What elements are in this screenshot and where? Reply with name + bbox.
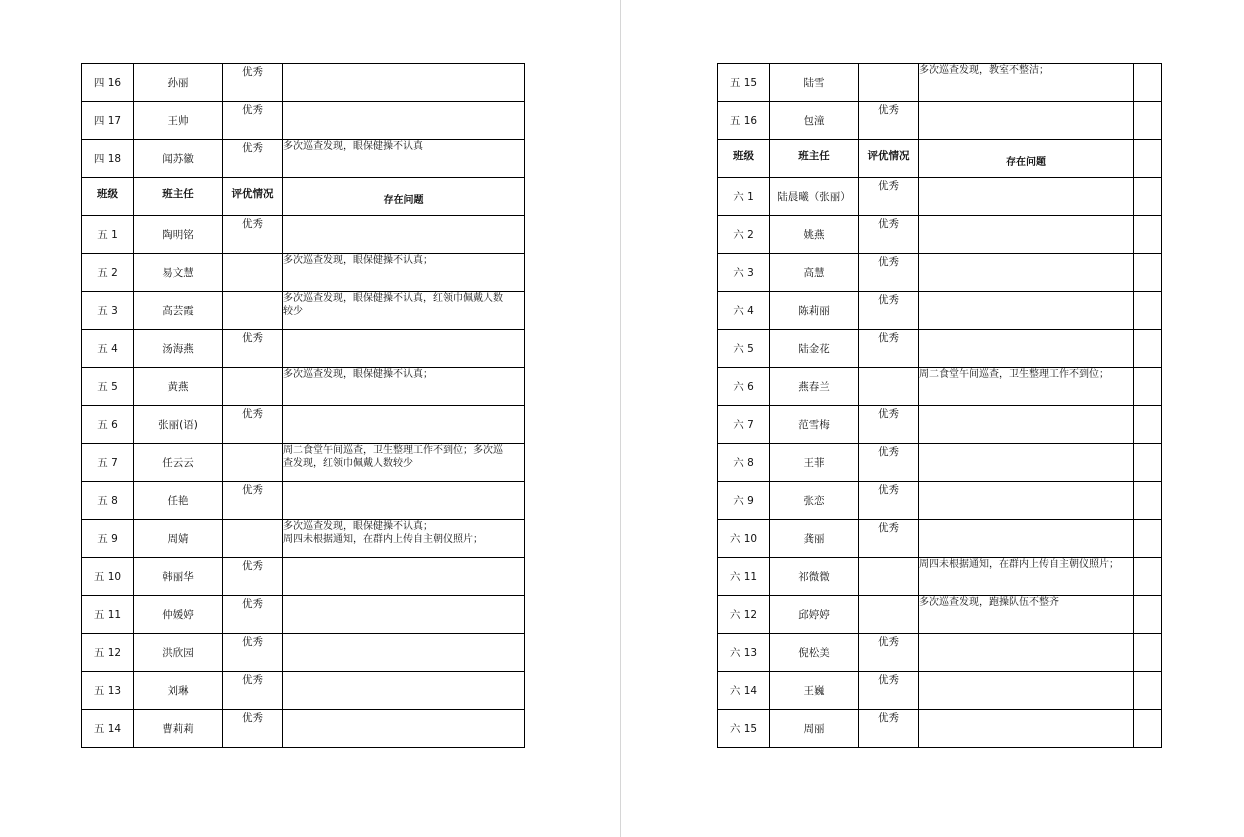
class-cell: 六 5 [718, 330, 770, 368]
table-row [718, 596, 1162, 634]
class-cell: 六 7 [718, 406, 770, 444]
teacher-cell: 王帅 [134, 102, 223, 140]
table-row [718, 254, 1162, 292]
issue-cell: 多次巡查发现，眼保健操不认真，红领巾佩戴人数 较少 [283, 292, 525, 330]
teacher-cell: 祁微微 [770, 558, 859, 596]
table-row [82, 710, 525, 748]
table-header-row [718, 140, 1162, 178]
table-row [82, 520, 525, 558]
table-row [718, 558, 1162, 596]
teacher-cell: 燕春兰 [770, 368, 859, 406]
evaluation-cell [223, 520, 283, 558]
table-pad-cell [1134, 292, 1162, 330]
evaluation-cell: 优秀 [223, 330, 283, 368]
evaluation-cell: 优秀 [859, 634, 919, 672]
teacher-cell: 周婧 [134, 520, 223, 558]
evaluation-cell: 优秀 [223, 558, 283, 596]
teacher-cell: 刘琳 [134, 672, 223, 710]
table-row [718, 330, 1162, 368]
table-row [82, 102, 525, 140]
class-cell: 五 4 [82, 330, 134, 368]
table-row [82, 330, 525, 368]
table-row [82, 444, 525, 482]
issue-cell [283, 406, 525, 444]
evaluation-cell [223, 368, 283, 406]
table-row [718, 216, 1162, 254]
evaluation-cell [859, 368, 919, 406]
teacher-cell: 龚丽 [770, 520, 859, 558]
teacher-cell: 仲媛婷 [134, 596, 223, 634]
header-issues: 存在问题 [283, 178, 525, 216]
table-row [82, 406, 525, 444]
issue-cell [919, 216, 1134, 254]
table-row [82, 596, 525, 634]
table-row [718, 634, 1162, 672]
issue-cell [919, 672, 1134, 710]
teacher-cell: 孙丽 [134, 64, 223, 102]
table-row [82, 672, 525, 710]
table-row [718, 672, 1162, 710]
table-row [718, 444, 1162, 482]
teacher-cell: 韩丽华 [134, 558, 223, 596]
issue-cell [919, 292, 1134, 330]
header-class: 班级 [718, 140, 770, 178]
table-pad-cell [1134, 254, 1162, 292]
issue-cell [283, 482, 525, 520]
header-issues: 存在问题 [919, 140, 1134, 178]
evaluation-cell [223, 254, 283, 292]
table-row [718, 292, 1162, 330]
table-pad-cell [1134, 102, 1162, 140]
teacher-cell: 高芸霞 [134, 292, 223, 330]
class-cell: 六 9 [718, 482, 770, 520]
table-pad-cell [1134, 444, 1162, 482]
evaluation-cell: 优秀 [223, 140, 283, 178]
teacher-cell: 王菲 [770, 444, 859, 482]
class-cell: 四 16 [82, 64, 134, 102]
teacher-cell: 高慧 [770, 254, 859, 292]
evaluation-cell [859, 64, 919, 102]
table-row [718, 710, 1162, 748]
header-class: 班级 [82, 178, 134, 216]
issue-cell [283, 64, 525, 102]
table-row [82, 634, 525, 672]
issue-cell [919, 178, 1134, 216]
table-row [82, 64, 525, 102]
table-pad-cell [1134, 64, 1162, 102]
class-cell: 六 10 [718, 520, 770, 558]
class-cell: 四 18 [82, 140, 134, 178]
issue-cell: 多次巡查发现，眼保健操不认真； [283, 368, 525, 406]
class-cell: 六 11 [718, 558, 770, 596]
teacher-cell: 闻苏徽 [134, 140, 223, 178]
document-page-right [621, 0, 1244, 837]
class-cell: 五 11 [82, 596, 134, 634]
table-pad-cell [1134, 140, 1162, 178]
teacher-cell: 陆金花 [770, 330, 859, 368]
evaluation-cell [859, 596, 919, 634]
issue-cell [283, 558, 525, 596]
teacher-cell: 陆雪 [770, 64, 859, 102]
header-evaluation: 评优情况 [223, 178, 283, 216]
class-cell: 六 6 [718, 368, 770, 406]
teacher-cell: 黄燕 [134, 368, 223, 406]
issue-cell [919, 102, 1134, 140]
issue-cell [919, 520, 1134, 558]
evaluation-cell: 优秀 [859, 178, 919, 216]
evaluation-cell: 优秀 [223, 596, 283, 634]
evaluation-cell [859, 558, 919, 596]
class-cell: 六 3 [718, 254, 770, 292]
header-teacher: 班主任 [134, 178, 223, 216]
issue-cell [919, 634, 1134, 672]
table-row [82, 292, 525, 330]
table-pad-cell [1134, 672, 1162, 710]
class-cell: 六 8 [718, 444, 770, 482]
teacher-cell: 汤海燕 [134, 330, 223, 368]
teacher-cell: 曹莉莉 [134, 710, 223, 748]
class-cell: 六 4 [718, 292, 770, 330]
table-pad-cell [1134, 216, 1162, 254]
class-cell: 五 9 [82, 520, 134, 558]
issue-cell: 多次巡查发现，跑操队伍不整齐 [919, 596, 1134, 634]
issue-cell [283, 596, 525, 634]
table-pad-cell [1134, 482, 1162, 520]
issue-cell [919, 482, 1134, 520]
evaluation-cell: 优秀 [859, 216, 919, 254]
class-cell: 五 6 [82, 406, 134, 444]
evaluation-cell: 优秀 [859, 254, 919, 292]
table-pad-cell [1134, 406, 1162, 444]
teacher-cell: 陈莉丽 [770, 292, 859, 330]
table-row [82, 482, 525, 520]
table-row [82, 140, 525, 178]
table-row [718, 368, 1162, 406]
class-cell: 五 5 [82, 368, 134, 406]
evaluation-cell: 优秀 [223, 406, 283, 444]
class-cell: 六 13 [718, 634, 770, 672]
evaluation-cell: 优秀 [223, 216, 283, 254]
evaluation-cell: 优秀 [223, 64, 283, 102]
document-page-left [0, 0, 620, 837]
class-cell: 六 1 [718, 178, 770, 216]
teacher-cell: 陆晨曦（张丽） [770, 178, 859, 216]
issue-cell: 多次巡查发现，教室不整洁； [919, 64, 1134, 102]
evaluation-cell: 优秀 [859, 330, 919, 368]
header-evaluation: 评优情况 [859, 140, 919, 178]
teacher-cell: 洪欣园 [134, 634, 223, 672]
evaluation-cell: 优秀 [223, 102, 283, 140]
evaluation-table-right [717, 63, 1162, 748]
class-cell: 五 16 [718, 102, 770, 140]
issue-cell [283, 634, 525, 672]
class-cell: 五 3 [82, 292, 134, 330]
class-cell: 五 12 [82, 634, 134, 672]
table-pad-cell [1134, 558, 1162, 596]
teacher-cell: 任艳 [134, 482, 223, 520]
class-cell: 五 8 [82, 482, 134, 520]
teacher-cell: 王巍 [770, 672, 859, 710]
issue-cell: 多次巡查发现，眼保健操不认真； [283, 254, 525, 292]
issue-cell: 周四未根据通知，在群内上传自主朝仪照片； [919, 558, 1134, 596]
evaluation-cell: 优秀 [859, 520, 919, 558]
evaluation-cell: 优秀 [859, 406, 919, 444]
teacher-cell: 邱婷婷 [770, 596, 859, 634]
issue-cell [283, 710, 525, 748]
issue-cell [919, 254, 1134, 292]
issue-cell [283, 102, 525, 140]
evaluation-cell: 优秀 [859, 292, 919, 330]
class-cell: 五 2 [82, 254, 134, 292]
class-cell: 五 14 [82, 710, 134, 748]
evaluation-cell [223, 444, 283, 482]
issue-cell: 多次巡查发现，眼保健操不认真； 周四未根据通知，在群内上传自主朝仪照片； [283, 520, 525, 558]
table-row [718, 102, 1162, 140]
issue-cell [919, 330, 1134, 368]
issue-cell [919, 710, 1134, 748]
teacher-cell: 包潼 [770, 102, 859, 140]
table-row [718, 406, 1162, 444]
evaluation-cell: 优秀 [223, 710, 283, 748]
evaluation-cell: 优秀 [859, 102, 919, 140]
teacher-cell: 易文慧 [134, 254, 223, 292]
teacher-cell: 张丽(语) [134, 406, 223, 444]
class-cell: 四 17 [82, 102, 134, 140]
teacher-cell: 周丽 [770, 710, 859, 748]
teacher-cell: 张恋 [770, 482, 859, 520]
table-row [82, 558, 525, 596]
evaluation-cell: 优秀 [223, 672, 283, 710]
teacher-cell: 陶明铭 [134, 216, 223, 254]
evaluation-cell: 优秀 [223, 634, 283, 672]
table-pad-cell [1134, 596, 1162, 634]
teacher-cell: 倪松美 [770, 634, 859, 672]
class-cell: 六 12 [718, 596, 770, 634]
issue-cell: 周二食堂午间巡查，卫生整理工作不到位；多次巡 查发现，红领巾佩戴人数较少 [283, 444, 525, 482]
table-row [82, 254, 525, 292]
issue-cell: 周二食堂午间巡查，卫生整理工作不到位； [919, 368, 1134, 406]
table-pad-cell [1134, 520, 1162, 558]
header-teacher: 班主任 [770, 140, 859, 178]
issue-cell [283, 672, 525, 710]
class-cell: 五 7 [82, 444, 134, 482]
evaluation-cell: 优秀 [859, 672, 919, 710]
teacher-cell: 姚燕 [770, 216, 859, 254]
evaluation-cell: 优秀 [859, 482, 919, 520]
teacher-cell: 任云云 [134, 444, 223, 482]
class-cell: 五 13 [82, 672, 134, 710]
class-cell: 六 15 [718, 710, 770, 748]
table-pad-cell [1134, 634, 1162, 672]
issue-cell [283, 216, 525, 254]
table-pad-cell [1134, 368, 1162, 406]
class-cell: 五 15 [718, 64, 770, 102]
table-row [718, 64, 1162, 102]
table-pad-cell [1134, 710, 1162, 748]
issue-cell [919, 444, 1134, 482]
table-row [718, 520, 1162, 558]
evaluation-table-left [81, 63, 525, 748]
table-header-row [82, 178, 525, 216]
class-cell: 五 1 [82, 216, 134, 254]
class-cell: 五 10 [82, 558, 134, 596]
evaluation-cell: 优秀 [223, 482, 283, 520]
table-row [718, 482, 1162, 520]
issue-cell [919, 406, 1134, 444]
evaluation-cell: 优秀 [859, 444, 919, 482]
table-pad-cell [1134, 330, 1162, 368]
teacher-cell: 范雪梅 [770, 406, 859, 444]
table-row [82, 216, 525, 254]
evaluation-cell [223, 292, 283, 330]
issue-cell [283, 330, 525, 368]
evaluation-cell: 优秀 [859, 710, 919, 748]
table-row [82, 368, 525, 406]
table-pad-cell [1134, 178, 1162, 216]
class-cell: 六 2 [718, 216, 770, 254]
issue-cell: 多次巡查发现，眼保健操不认真 [283, 140, 525, 178]
table-row [718, 178, 1162, 216]
class-cell: 六 14 [718, 672, 770, 710]
